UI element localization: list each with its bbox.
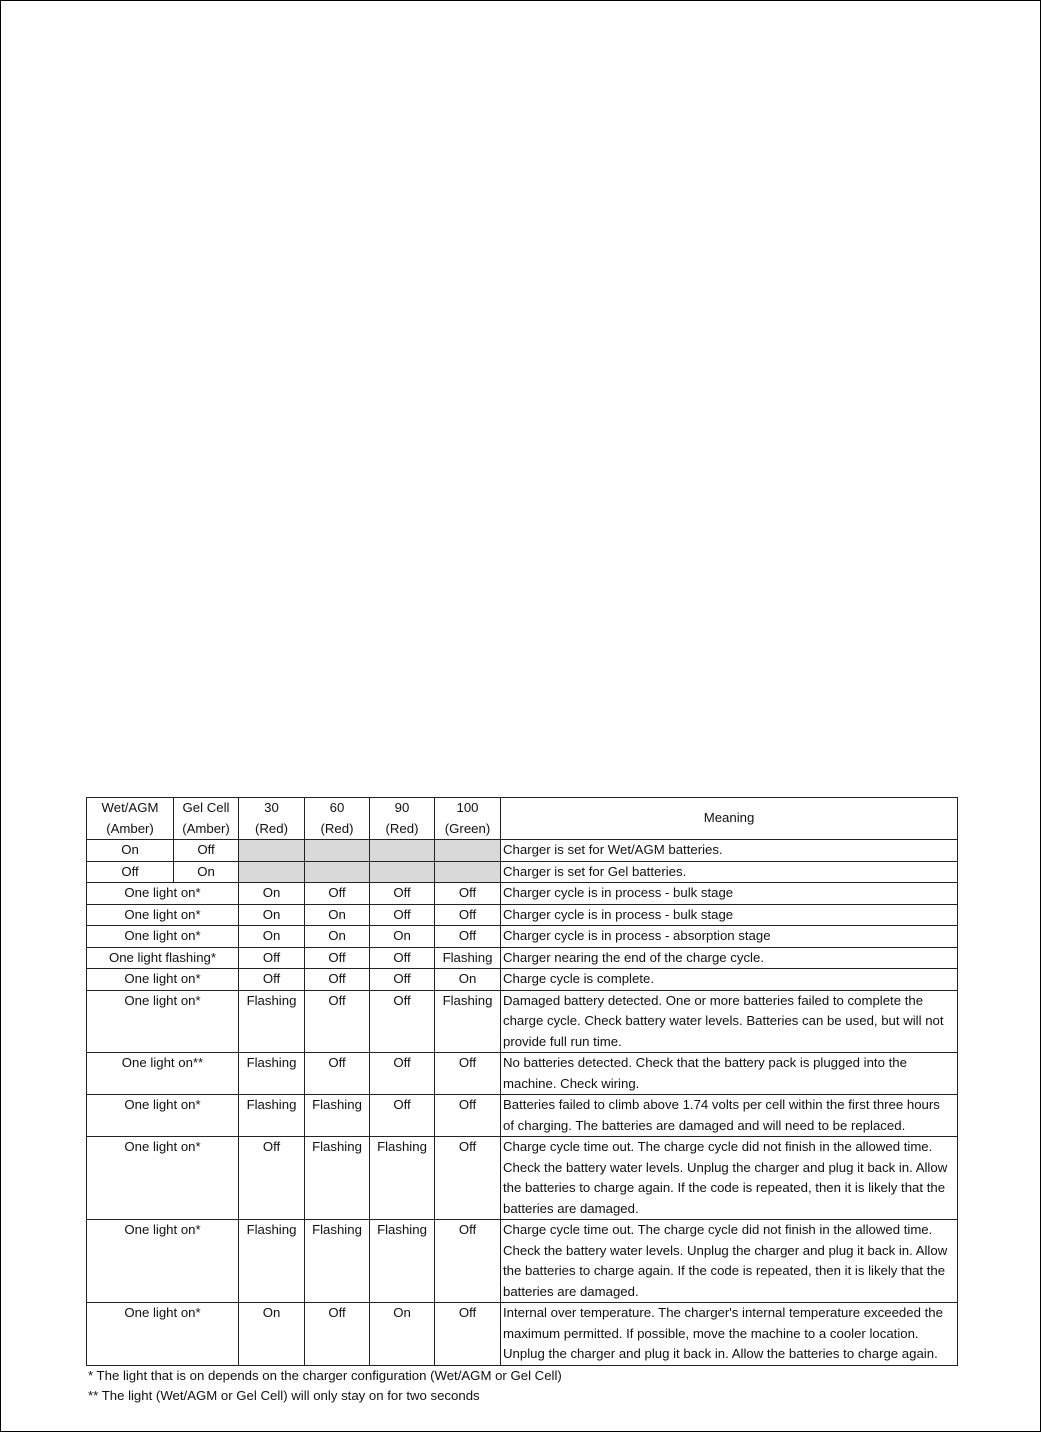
cell-60: Flashing xyxy=(305,1220,370,1303)
table-header-row xyxy=(87,798,958,840)
cell-90: Off xyxy=(370,1053,435,1095)
cell-90: Off xyxy=(370,1095,435,1137)
header-90: 90 (Red) xyxy=(370,798,435,840)
cell-empty xyxy=(305,840,370,862)
cell-30: On xyxy=(239,1303,305,1366)
cell-meaning: Batteries failed to climb above 1.74 volts per cell within the first three hours of charging. The batteries are damaged and will need to be replaced. xyxy=(501,1095,958,1137)
cell-90: Off xyxy=(370,947,435,969)
cell-100: Off xyxy=(435,1220,501,1303)
cell-30: On xyxy=(239,926,305,948)
cell-meaning: No batteries detected. Check that the battery pack is plugged into the machine. Check wiring. xyxy=(501,1053,958,1095)
cell-30: Off xyxy=(239,1137,305,1220)
cell-90: Flashing xyxy=(370,1137,435,1220)
cell-amber-lights: One light on* xyxy=(87,969,239,991)
table-row xyxy=(87,990,958,1053)
cell-meaning: Charger is set for Gel batteries. xyxy=(501,861,958,883)
table-row xyxy=(87,1095,958,1137)
cell-meaning: Charger nearing the end of the charge cycle. xyxy=(501,947,958,969)
header-30: 30 (Red) xyxy=(239,798,305,840)
cell-meaning: Charge cycle is complete. xyxy=(501,969,958,991)
cell-30: On xyxy=(239,904,305,926)
cell-meaning: Charge cycle time out. The charge cycle did not finish in the allowed time. Check the battery water levels. Unplug the charger and plug it back in. Allow the batteries to charge again. If the code is repeated, then it is likely that the batteries are damaged. xyxy=(501,1220,958,1303)
cell-amber-lights: One light on* xyxy=(87,926,239,948)
cell-90: Off xyxy=(370,969,435,991)
cell-30: Off xyxy=(239,947,305,969)
charger-indicator-section xyxy=(86,797,957,1407)
cell-60: Off xyxy=(305,883,370,905)
cell-60: Off xyxy=(305,969,370,991)
cell-meaning: Charge cycle time out. The charge cycle did not finish in the allowed time. Check the battery water levels. Unplug the charger and plug it back in. Allow the batteries to charge again. If the code is repeated, then it is likely that the batteries are damaged. xyxy=(501,1137,958,1220)
cell-60: Off xyxy=(305,947,370,969)
cell-100: Off xyxy=(435,926,501,948)
cell-meaning: Charger cycle is in process - absorption stage xyxy=(501,926,958,948)
cell-90: Off xyxy=(370,904,435,926)
cell-100: Off xyxy=(435,1053,501,1095)
cell-60: Off xyxy=(305,1303,370,1366)
cell-amber-lights: One light on** xyxy=(87,1053,239,1095)
cell-meaning: Internal over temperature. The charger's internal temperature exceeded the maximum permitted. If possible, move the machine to a cooler location. Unplug the charger and plug it back in. Allow the batteries to charge again. xyxy=(501,1303,958,1366)
header-100: 100 (Green) xyxy=(435,798,501,840)
cell-100: Off xyxy=(435,1137,501,1220)
table-row xyxy=(87,926,958,948)
table-row xyxy=(87,1220,958,1303)
table-row xyxy=(87,1053,958,1095)
cell-30: Flashing xyxy=(239,1095,305,1137)
cell-amber-lights: One light on* xyxy=(87,904,239,926)
cell-amber-lights: One light flashing* xyxy=(87,947,239,969)
cell-100: Off xyxy=(435,1095,501,1137)
table-row xyxy=(87,969,958,991)
cell-60: Flashing xyxy=(305,1137,370,1220)
cell-empty xyxy=(239,840,305,862)
cell-amber-lights: One light on* xyxy=(87,883,239,905)
cell-100: Flashing xyxy=(435,990,501,1053)
table-row xyxy=(87,1137,958,1220)
cell-amber-lights: One light on* xyxy=(87,1095,239,1137)
cell-meaning: Damaged battery detected. One or more batteries failed to complete the charge cycle. Check battery water levels. Batteries can be used, but will not provide full run time. xyxy=(501,990,958,1053)
table-row xyxy=(87,883,958,905)
table-row xyxy=(87,861,958,883)
cell-60: Off xyxy=(305,990,370,1053)
cell-100: Off xyxy=(435,904,501,926)
cell-30: Flashing xyxy=(239,990,305,1053)
charger-indicator-table xyxy=(86,797,958,1366)
cell-30: On xyxy=(239,883,305,905)
cell-meaning: Charger is set for Wet/AGM batteries. xyxy=(501,840,958,862)
cell-empty xyxy=(305,861,370,883)
cell-meaning: Charger cycle is in process - bulk stage xyxy=(501,883,958,905)
cell-90: On xyxy=(370,926,435,948)
cell-60: Flashing xyxy=(305,1095,370,1137)
cell-100: On xyxy=(435,969,501,991)
table-row xyxy=(87,904,958,926)
header-wet-agm: Wet/AGM (Amber) xyxy=(87,798,174,840)
header-meaning: Meaning xyxy=(501,798,958,840)
cell-meaning: Charger cycle is in process - bulk stage xyxy=(501,904,958,926)
cell-60: On xyxy=(305,926,370,948)
cell-90: Off xyxy=(370,990,435,1053)
footnote-1: * The light that is on depends on the charger configuration (Wet/AGM or Gel Cell) xyxy=(88,1367,562,1383)
cell-60: Off xyxy=(305,1053,370,1095)
cell-90: On xyxy=(370,1303,435,1366)
cell-30: Flashing xyxy=(239,1220,305,1303)
cell-empty xyxy=(370,840,435,862)
table-row xyxy=(87,1303,958,1366)
footnote-2: ** The light (Wet/AGM or Gel Cell) will only stay on for two seconds xyxy=(88,1388,480,1403)
cell-100: Off xyxy=(435,1303,501,1366)
footnotes xyxy=(86,1366,957,1407)
cell-wet-agm: Off xyxy=(87,861,174,883)
cell-90: Flashing xyxy=(370,1220,435,1303)
cell-100: Flashing xyxy=(435,947,501,969)
cell-empty xyxy=(435,861,501,883)
cell-amber-lights: One light on* xyxy=(87,990,239,1053)
cell-gel-cell: Off xyxy=(174,840,239,862)
cell-amber-lights: One light on* xyxy=(87,1137,239,1220)
status-rows xyxy=(87,883,958,1366)
table-row xyxy=(87,840,958,862)
cell-60: On xyxy=(305,904,370,926)
cell-30: Flashing xyxy=(239,1053,305,1095)
cell-100: Off xyxy=(435,883,501,905)
cell-gel-cell: On xyxy=(174,861,239,883)
header-gel-cell: Gel Cell (Amber) xyxy=(174,798,239,840)
cell-30: Off xyxy=(239,969,305,991)
cell-90: Off xyxy=(370,883,435,905)
cell-empty xyxy=(370,861,435,883)
table-row xyxy=(87,947,958,969)
cell-wet-agm: On xyxy=(87,840,174,862)
cell-empty xyxy=(435,840,501,862)
cell-empty xyxy=(239,861,305,883)
cell-amber-lights: One light on* xyxy=(87,1220,239,1303)
cell-amber-lights: One light on* xyxy=(87,1303,239,1366)
header-60: 60 (Red) xyxy=(305,798,370,840)
